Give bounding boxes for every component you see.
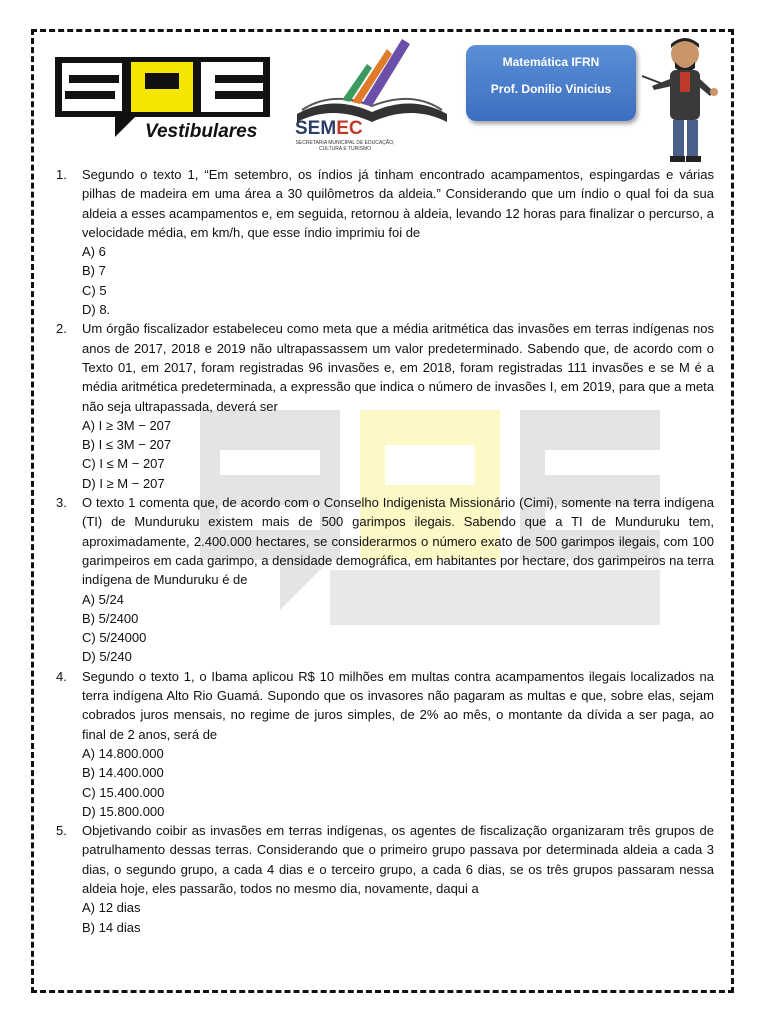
question-stem: Objetivando coibir as invasões em terras indígenas, os agentes de fiscalização organizaram três grupos de patrulhamento dessas terras. Considerando que o primeiro grupo passava por determinada aldeia a cada 3 dias, o segundo grupo, a cada 4 dias e o terceiro grupo, a cada 6 dias, se os três grupos passaram nessa aldeia hoje, eles passarão, todos no mesmo dia, novamente, daqui a	[82, 823, 714, 896]
option-a: A) 14.800.000	[82, 745, 164, 761]
question-1	[52, 165, 714, 319]
option-d: D) 8.	[82, 302, 111, 318]
option-b: B) 14.400.000	[82, 765, 164, 781]
option-c: C) I ≤ M − 207	[82, 456, 165, 472]
spe-logo	[55, 52, 270, 147]
option-b: B) 7	[82, 263, 106, 279]
option-d: D) 5/240	[82, 649, 132, 665]
question-stem: O texto 1 comenta que, de acordo com o Conselho Indigenista Missionário (Cimi), somente na terra indígena (TI) de Munduruku existem mais de 500 garimpos ilegais. Sabendo que a TI de Munduruku tem, aproximadamente, 2.400.000 hectares, se considerarmos o número exato de 500 garimpos ilegais, com 100 garimpeiros em cada garimpo, a densidade demográfica, em habitantes por hectare, dos garimpeiros na terra indígena de Munduruku é de	[82, 495, 714, 588]
option-c: C) 15.400.000	[82, 784, 165, 800]
question-stem: Um órgão fiscalizador estabeleceu como meta que a média aritmética das invasões em terras indígenas nos anos de 2017, 2018 e 2019 não ultrapassassem um valor predeterminado. Sabendo que, de acordo com o Texto 01, em 2017, foram registradas 96 invasões e, em 2018, foram registradas 111 invasões e se M é a média aritmética predeterminada, a expressão que indica o número de invasões I, em 2019, para que a meta não seja ultrapassada, deverá ser	[82, 321, 714, 414]
question-number: 2.	[56, 321, 67, 337]
course-label: Matemática IFRN	[502, 55, 600, 69]
question-stem: Segundo o texto 1, o Ibama aplicou R$ 10 milhões em multas contra acampamentos ilegais localizados na terra indígena Alto Rio Guamá. Supondo que os invasores não pagaram as multas e que, sobre elas, sejam cobrados juros mensais, no regime de juros simples, de 2% ao mês, o montante da dívida a ser paga, ao final de 2 anos, será de	[82, 668, 714, 742]
question-number: 3.	[56, 495, 67, 511]
semec-book-logo	[292, 34, 452, 126]
option-a: A) I ≥ 3M − 207	[82, 417, 172, 433]
question-3	[52, 493, 714, 667]
question-stem: Segundo o texto 1, “Em setembro, os índios já tinham encontrado acampamentos, espingardas e várias pilhas de madeira em uma área a 30 quilômetros da aldeia.” Considerando que um índio o qual foi da sua aldeia a esses acampamentos e, em seguida, retornou à aldeia, levando 12 horas para finalizar o percurso, a velocidade média, em km/h, que esse índio imprimiu foi de	[82, 167, 714, 240]
question-number: 5.	[56, 823, 67, 839]
option-b: B) 14 dias	[82, 919, 141, 935]
option-b: B) I ≤ 3M − 207	[82, 437, 172, 453]
option-a: A) 5/24	[82, 591, 124, 607]
option-d: D) I ≥ M − 207	[82, 475, 165, 491]
option-c: C) 5	[82, 282, 107, 298]
question-number: 1.	[56, 167, 67, 182]
question-2	[52, 319, 714, 493]
question-5	[52, 821, 714, 937]
option-a: A) 12 dias	[82, 900, 141, 916]
option-b: B) 5/2400	[82, 610, 139, 626]
questions-list	[52, 165, 714, 937]
semec-subtitle: SECRETARIA MUNICIPAL DE EDUCAÇÃO, CULTURA E TURISMO	[295, 140, 395, 152]
semec-title: SEMEC	[295, 118, 363, 139]
question-number: 4.	[56, 668, 67, 684]
teacher-caricature	[640, 34, 730, 164]
option-d: D) 15.800.000	[82, 803, 165, 819]
svg-text:Vestibulares: Vestibulares	[145, 121, 258, 142]
teacher-label-box	[466, 45, 636, 121]
question-4	[52, 667, 714, 821]
option-a: A) 6	[82, 244, 106, 260]
teacher-name: Prof. Donilio Vinicius	[490, 82, 612, 96]
option-c: C) 5/24000	[82, 630, 147, 646]
